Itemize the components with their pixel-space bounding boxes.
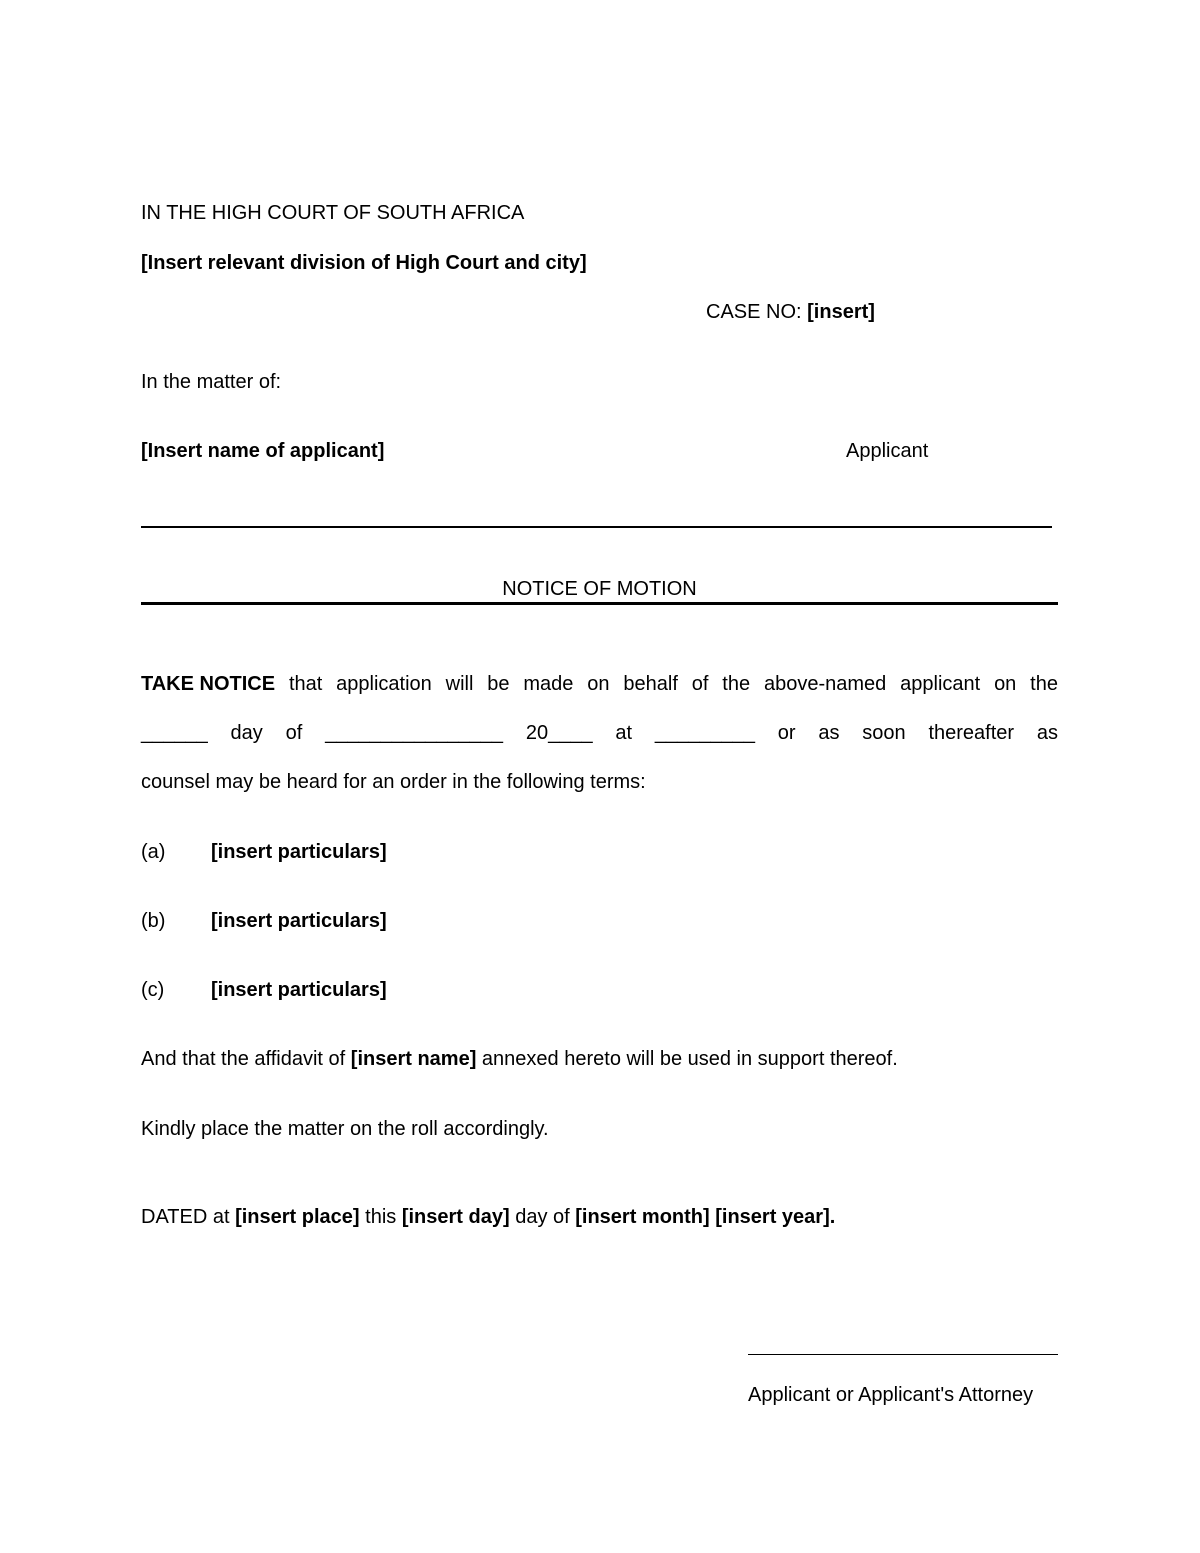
word-soon: soon [862,722,906,744]
notice-word: the [1030,673,1058,695]
notice-word: made [523,673,574,695]
notice-line-2 [141,721,1058,745]
dated-year: [insert year]. [715,1206,836,1228]
case-number-value: [insert] [807,301,875,323]
blank-day: ______ [141,722,208,744]
notice-line-3: counsel may be heard for an order in the following terms: [141,771,646,793]
applicant-name: [Insert name of applicant] [141,440,385,462]
word-as-2: as [1036,722,1058,744]
notice-word: the [722,673,751,695]
notice-word: applicant [900,673,981,695]
notice-word: application [336,673,432,695]
word-of: of [285,722,303,744]
dated-t1: DATED at [141,1206,236,1228]
affidavit-pre: And that the affidavit of [141,1048,351,1070]
notice-line-1 [141,672,1058,696]
item-a-text: [insert particulars] [211,841,387,863]
dated-day: [insert day] [401,1206,510,1228]
applicant-role: Applicant [846,440,929,462]
court-name: IN THE HIGH COURT OF SOUTH AFRICA [141,202,525,224]
notice-word: will [445,673,474,695]
court-division: [Insert relevant division of High Court and city] [141,252,587,274]
word-at: at [615,722,633,744]
affidavit-post: annexed hereto will be used in support thereof. [476,1048,898,1070]
affidavit-name: [insert name] [350,1048,477,1070]
document-title: NOTICE OF MOTION [502,578,697,600]
matter-of-label: In the matter of: [141,371,282,393]
item-c-label: (c) [141,979,165,1001]
signature-line [748,1354,1058,1355]
dated-t2: this [359,1206,402,1228]
word-or: or [777,722,796,744]
item-b-label: (b) [141,910,166,932]
affidavit-sentence [141,1047,898,1071]
case-number-label: CASE NO: [706,301,808,323]
signature-caption: Applicant or Applicant's Attorney [748,1384,1034,1406]
word-day: day [230,722,263,744]
notice-word: of [691,673,709,695]
blank-year: 20____ [525,722,593,744]
notice-word: be [487,673,510,695]
item-b-text: [insert particulars] [211,910,387,932]
word-thereafter: thereafter [928,722,1015,744]
blank-time: _________ [654,722,755,744]
roll-sentence: Kindly place the matter on the roll accordingly. [141,1118,549,1140]
notice-word: that [288,673,323,695]
dated-month: [insert month] [575,1206,710,1228]
blank-month: ________________ [325,722,504,744]
notice-word: on [994,673,1017,695]
title-underline [141,602,1058,605]
notice-word: above-named [763,673,887,695]
dated-t3: day of [509,1206,576,1228]
dated-sentence [141,1205,835,1229]
notice-word: behalf [623,673,678,695]
case-number [706,300,875,324]
item-c-text: [insert particulars] [211,979,387,1001]
item-a-label: (a) [141,841,166,863]
separator-rule [141,526,1052,528]
word-as: as [818,722,840,744]
notice-word: on [587,673,610,695]
dated-place: [insert place] [235,1206,360,1228]
take-notice-lead: TAKE NOTICE [141,673,276,695]
